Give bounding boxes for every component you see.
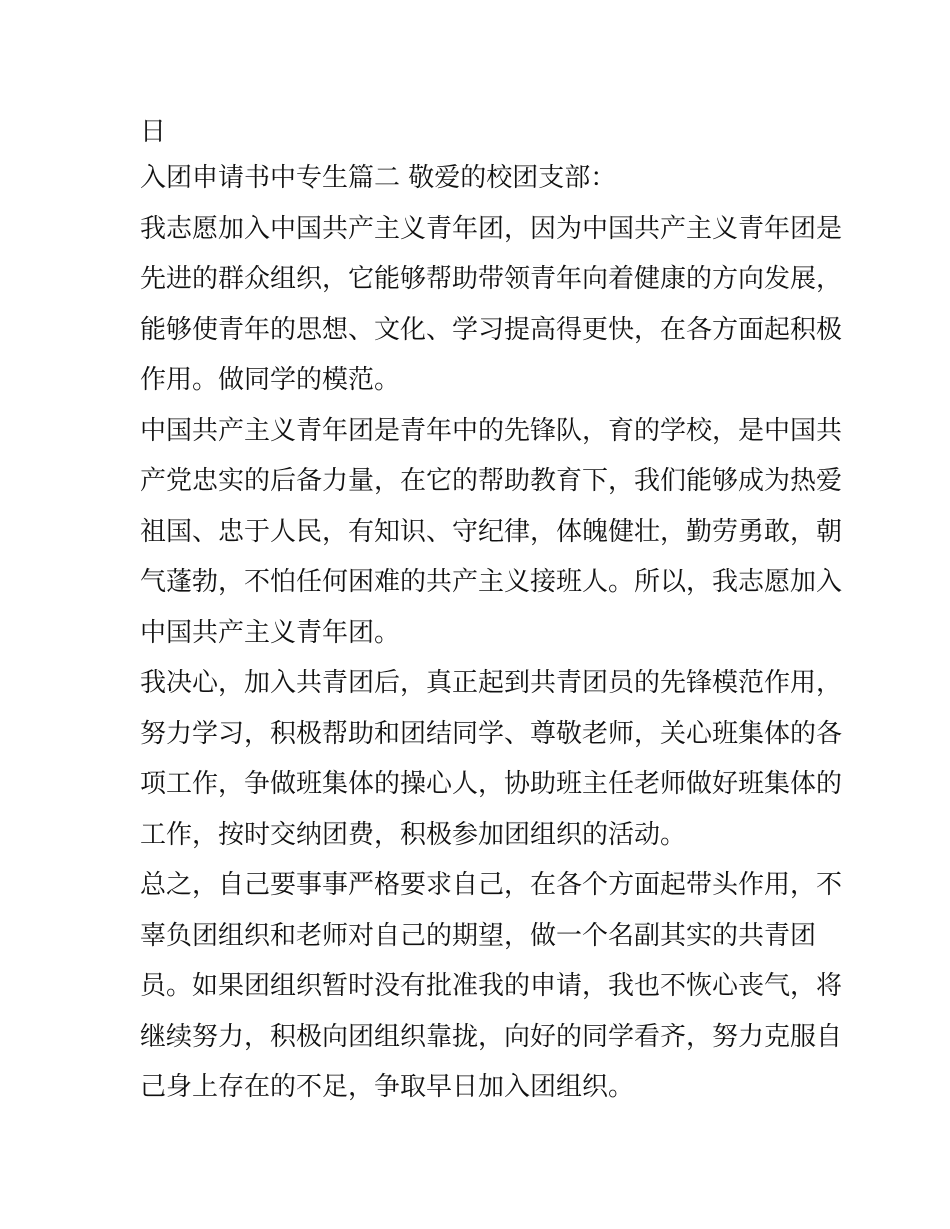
paragraph-line: 员。如果团组织暂时没有批准我的申请，我也不恢心丧气，将 — [140, 971, 843, 1001]
paragraph-line: 我决心，加入共青团后，真正起到共青团员的先锋模范作用， — [140, 668, 843, 698]
section-heading-line: 入团申请书中专生篇二 敬爱的校团支部： — [140, 163, 617, 193]
paragraph-line: 中国共产主义青年团是青年中的先锋队，育的学校，是中国共 — [140, 415, 843, 446]
paragraph-line: 气蓬勃，不怕任何困难的共产主义接班人。所以，我志愿加入 — [140, 567, 843, 597]
paragraph-line: 作用。做同学的模范。 — [140, 365, 401, 395]
paragraph-line: 工作，按时交纳团费，积极参加团组织的活动。 — [140, 819, 687, 850]
document-body — [140, 107, 843, 1113]
paragraph-line: 祖国、忠于人民，有知识、守纪律，体魄健壮，勤劳勇敢，朝 — [140, 516, 843, 547]
paragraph-line: 产党忠实的后备力量，在它的帮助教育下，我们能够成为热爱 — [140, 466, 843, 496]
paragraph-line: 项工作，争做班集体的操心人，协助班主任老师做好班集体的 — [140, 769, 843, 799]
paragraph-line: 辜负团组织和老师对自己的期望，做一个名副其实的共青团 — [140, 920, 817, 951]
date-fragment-line: 日 — [140, 117, 167, 147]
paragraph-line: 继续努力，积极向团组织靠拢，向好的同学看齐，努力克服自 — [140, 1021, 843, 1052]
paragraph-line: 总之，自己要事事严格要求自己，在各个方面起带头作用，不 — [140, 870, 843, 900]
paragraph-line: 我志愿加入中国共产主义青年团，因为中国共产主义青年团是 — [140, 213, 843, 244]
paragraph-line: 中国共产主义青年团。 — [140, 617, 401, 648]
paragraph-line: 努力学习，积极帮助和团结同学、尊敬老师，关心班集体的各 — [140, 718, 843, 749]
paragraph-line: 己身上存在的不足，争取早日加入团组织。 — [140, 1072, 635, 1102]
paragraph-line: 先进的群众组织，它能够帮助带领青年向着健康的方向发展， — [140, 264, 843, 294]
paragraph-line: 能够使青年的思想、文化、学习提高得更快，在各方面起积极 — [140, 314, 843, 345]
